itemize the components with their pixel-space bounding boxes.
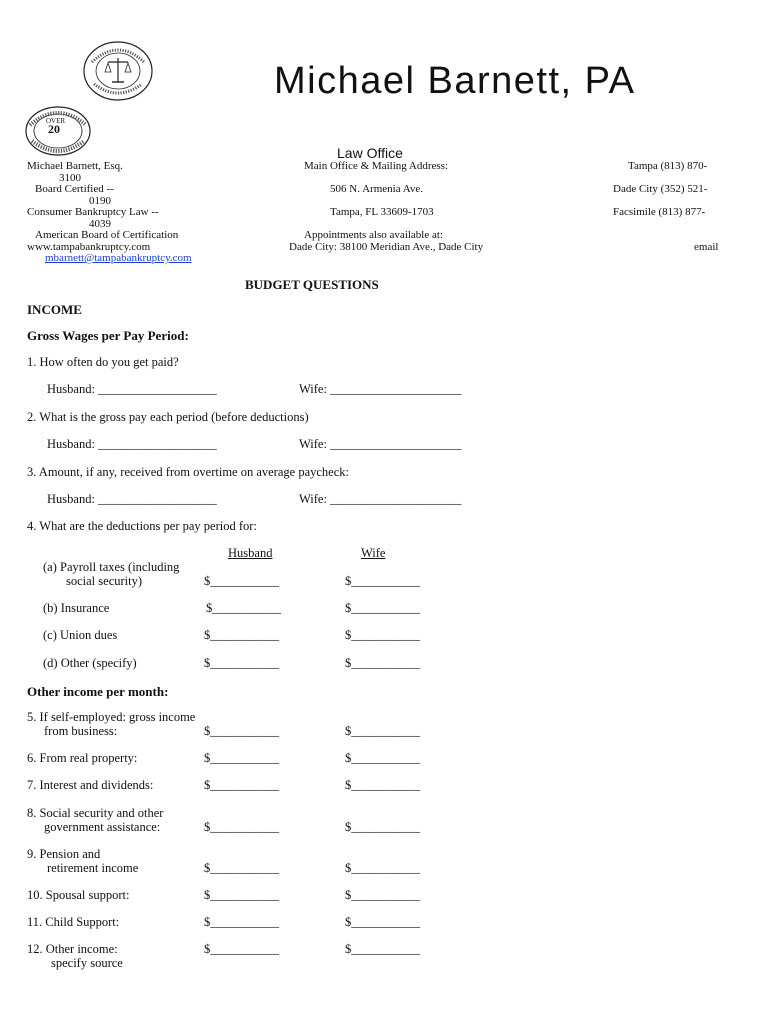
- income-pension-wife-field[interactable]: $___________: [345, 861, 420, 875]
- board-certified-label: Board Certified --: [35, 183, 114, 195]
- consumer-bankruptcy-label: Consumer Bankruptcy Law --: [27, 206, 159, 218]
- question-2: 2. What is the gross pay each period (before deductions): [27, 410, 309, 424]
- city-state-zip: Tampa, FL 33609-1703: [330, 206, 434, 218]
- deduction-other-husband-field[interactable]: $___________: [204, 656, 279, 670]
- tampa-phone: Tampa (813) 870-: [628, 160, 708, 172]
- income-social-security-wife-field[interactable]: $___________: [345, 820, 420, 834]
- deduction-other-label: (d) Other (specify): [43, 656, 137, 670]
- q3-wife-field[interactable]: Wife: _____________________: [299, 492, 462, 506]
- main-office-label: Main Office & Mailing Address:: [304, 160, 448, 172]
- income-other-wife-field[interactable]: $___________: [345, 942, 420, 956]
- column-header-husband: Husband: [228, 546, 273, 560]
- income-pension-husband-field[interactable]: $___________: [204, 861, 279, 875]
- income-self-employed-husband-field[interactable]: $___________: [204, 724, 279, 738]
- gross-wages-heading: Gross Wages per Pay Period:: [27, 328, 189, 343]
- dade-city-address: Dade City: 38100 Meridian Ave., Dade City: [289, 241, 484, 253]
- seal-badge-text: OVER: [46, 117, 66, 125]
- income-other-label: 12. Other income:: [27, 942, 118, 956]
- deduction-payroll-wife-field[interactable]: $___________: [345, 574, 420, 588]
- appointments-label: Appointments also available at:: [304, 229, 443, 241]
- income-interest-husband-field[interactable]: $___________: [204, 778, 279, 792]
- dade-city-phone: Dade City (352) 521-: [613, 183, 708, 195]
- income-pension-label: 9. Pension and: [27, 847, 101, 861]
- deduction-union-label: (c) Union dues: [43, 628, 118, 642]
- q1-wife-field[interactable]: Wife: _____________________: [299, 382, 462, 396]
- income-pension-label-2: retirement income: [47, 861, 139, 875]
- american-board-label: American Board of Certification: [35, 229, 179, 241]
- deduction-payroll-label-2: social security): [66, 574, 143, 588]
- income-real-property-husband-field[interactable]: $___________: [204, 751, 279, 765]
- facsimile: Facsimile (813) 877-: [613, 206, 706, 218]
- income-other-label-2: specify source: [51, 956, 123, 970]
- income-child-support-wife-field[interactable]: $___________: [345, 915, 420, 929]
- deduction-other-wife-field[interactable]: $___________: [345, 656, 420, 670]
- form-title: BUDGET QUESTIONS: [245, 277, 379, 292]
- q1-husband-field[interactable]: Husband: ___________________: [47, 382, 217, 396]
- firm-name: Michael Barnett, PA: [274, 60, 636, 102]
- q3-husband-field[interactable]: Husband: ___________________: [47, 492, 217, 506]
- income-interest-wife-field[interactable]: $___________: [345, 778, 420, 792]
- income-social-security-label: 8. Social security and other: [27, 806, 164, 820]
- email-label: email: [694, 241, 719, 253]
- deduction-union-wife-field[interactable]: $___________: [345, 628, 420, 642]
- email-link[interactable]: mbarnett@tampabankruptcy.com: [45, 252, 192, 264]
- street-address: 506 N. Armenia Ave.: [330, 183, 423, 195]
- other-income-heading: Other income per month:: [27, 684, 169, 699]
- income-social-security-husband-field[interactable]: $___________: [204, 820, 279, 834]
- income-child-support-label: 11. Child Support:: [27, 915, 120, 929]
- law-office-label: Law Office: [337, 145, 403, 161]
- q2-wife-field[interactable]: Wife: _____________________: [299, 437, 462, 451]
- deduction-payroll-husband-field[interactable]: $___________: [204, 574, 279, 588]
- question-1: 1. How often do you get paid?: [27, 355, 179, 369]
- income-real-property-wife-field[interactable]: $___________: [345, 751, 420, 765]
- income-spousal-wife-field[interactable]: $___________: [345, 888, 420, 902]
- deduction-insurance-husband-field[interactable]: $___________: [206, 601, 281, 615]
- left-number-1: 3100: [59, 172, 81, 184]
- left-number-3: 4039: [89, 218, 111, 230]
- deduction-payroll-label: (a) Payroll taxes (including: [43, 560, 180, 574]
- income-interest-label: 7. Interest and dividends:: [27, 778, 154, 792]
- income-heading: INCOME: [27, 302, 82, 317]
- attorney-name: Michael Barnett, Esq.: [27, 160, 123, 172]
- website-link[interactable]: www.tampabankruptcy.com: [27, 241, 151, 253]
- income-child-support-husband-field[interactable]: $___________: [204, 915, 279, 929]
- seal-badge-number: 20: [48, 122, 60, 136]
- left-number-2: 0190: [89, 195, 111, 207]
- deduction-union-husband-field[interactable]: $___________: [204, 628, 279, 642]
- income-self-employed-label-2: from business:: [44, 724, 118, 738]
- income-spousal-husband-field[interactable]: $___________: [204, 888, 279, 902]
- income-self-employed-label: 5. If self-employed: gross income: [27, 710, 196, 724]
- income-other-husband-field[interactable]: $___________: [204, 942, 279, 956]
- income-real-property-label: 6. From real property:: [27, 751, 138, 765]
- income-self-employed-wife-field[interactable]: $___________: [345, 724, 420, 738]
- question-3: 3. Amount, if any, received from overtime on average paycheck:: [27, 465, 349, 479]
- deduction-insurance-wife-field[interactable]: $___________: [345, 601, 420, 615]
- income-social-security-label-2: government assistance:: [44, 820, 161, 834]
- deduction-insurance-label: (b) Insurance: [43, 601, 110, 615]
- income-spousal-label: 10. Spousal support:: [27, 888, 130, 902]
- column-header-wife: Wife: [361, 546, 386, 560]
- board-certification-seal: [82, 40, 154, 102]
- q2-husband-field[interactable]: Husband: ___________________: [47, 437, 217, 451]
- question-4: 4. What are the deductions per pay period for:: [27, 519, 257, 533]
